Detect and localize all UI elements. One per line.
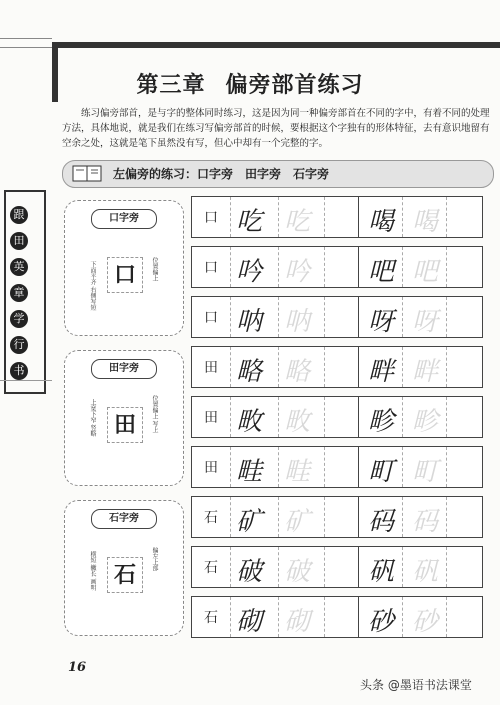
practice-ghost-char: 畔 xyxy=(412,357,439,387)
practice-char: 畔 xyxy=(368,357,395,387)
chapter-name: 偏旁部首练习 xyxy=(225,72,364,98)
section-label: 左偏旁的练习：口字旁 田字旁 石字旁 xyxy=(113,167,330,181)
chapter-title xyxy=(0,68,500,99)
practice-ghost-char: 砂 xyxy=(412,607,439,637)
radical-name: 石字旁 xyxy=(91,509,157,529)
side-tab-char: 英 xyxy=(10,258,28,276)
radical-card xyxy=(64,200,184,336)
header-ornament xyxy=(0,38,52,48)
practice-ghost-char: 吟 xyxy=(284,257,311,287)
practice-row xyxy=(191,396,483,438)
practice-char: 破 xyxy=(236,557,263,587)
practice-char: 畦 xyxy=(236,457,263,487)
practice-ghost-char: 矾 xyxy=(412,557,439,587)
side-tab-char: 书 xyxy=(10,362,28,380)
radical-card xyxy=(64,500,184,636)
radical-name: 口字旁 xyxy=(91,209,157,229)
practice-ghost-char: 畋 xyxy=(284,407,311,437)
practice-radical: 石 xyxy=(204,610,218,626)
radical-name: 田字旁 xyxy=(91,359,157,379)
practice-ghost-char: 砌 xyxy=(284,607,311,637)
book-icon xyxy=(71,163,105,183)
practice-ghost-char: 畛 xyxy=(412,407,439,437)
radical-note-right: 位置偏上 xyxy=(151,257,158,281)
practice-row xyxy=(191,496,483,538)
practice-radical: 石 xyxy=(204,510,218,526)
practice-char: 呀 xyxy=(368,307,395,337)
practice-row xyxy=(191,446,483,488)
practice-char: 砂 xyxy=(368,607,395,637)
radical-note-right: 位置偏上 写上 xyxy=(151,395,158,433)
practice-ghost-char: 呀 xyxy=(412,307,439,337)
practice-char: 畋 xyxy=(236,407,263,437)
practice-char: 呐 xyxy=(236,307,263,337)
practice-radical: 口 xyxy=(204,310,218,326)
practice-row xyxy=(191,546,483,588)
page-number: 16 xyxy=(68,660,87,675)
practice-char: 吃 xyxy=(236,207,263,237)
practice-row xyxy=(191,246,483,288)
practice-char: 畛 xyxy=(368,407,395,437)
side-tab-char: 章 xyxy=(10,284,28,302)
practice-ghost-char: 町 xyxy=(412,457,439,487)
practice-row xyxy=(191,196,483,238)
side-tab-char: 行 xyxy=(10,336,28,354)
side-ornament xyxy=(0,380,52,387)
page-frame-top xyxy=(52,42,500,48)
radical-card xyxy=(64,350,184,486)
radical-glyph: 口 xyxy=(107,257,143,293)
radical-glyph: 石 xyxy=(107,557,143,593)
radical-note-left: 下面平齐 右侧写短 xyxy=(89,261,96,311)
practice-ghost-char: 矿 xyxy=(284,507,311,537)
practice-row xyxy=(191,296,483,338)
practice-radical: 口 xyxy=(204,260,218,276)
practice-char: 吧 xyxy=(368,257,395,287)
practice-ghost-char: 喝 xyxy=(412,207,439,237)
chapter-number: 第三章 xyxy=(136,72,206,98)
practice-grid xyxy=(191,196,481,636)
practice-char: 码 xyxy=(368,507,395,537)
practice-radical: 田 xyxy=(204,410,218,426)
side-tab-char: 跟 xyxy=(10,206,28,224)
practice-char: 矿 xyxy=(236,507,263,537)
practice-ghost-char: 畦 xyxy=(284,457,311,487)
watermark: 头条 @墨语书法课堂 xyxy=(360,678,472,692)
radical-glyph: 田 xyxy=(107,407,143,443)
practice-ghost-char: 吃 xyxy=(284,207,311,237)
intro-paragraph: 练习偏旁部首，是与字的整体同时练习，这是因为同一种偏旁部首在不同的字中，有着不同的处理方法，具体地说，就是我们在练习写偏旁部首的时候，要根据这个字独有的形体特征，去有意识地留有空余之处，这就是笔下虽然没有写，但心中却有一个完整的字。 xyxy=(62,108,490,149)
radical-note-left: 横短 撇长 画明 xyxy=(89,551,96,591)
practice-radical: 田 xyxy=(204,360,218,376)
practice-radical: 石 xyxy=(204,560,218,576)
radical-note-right: 偏左上部 xyxy=(151,547,158,571)
practice-radical: 口 xyxy=(204,210,218,226)
practice-char: 矾 xyxy=(368,557,395,587)
section-header xyxy=(62,160,494,188)
side-tab-char: 田 xyxy=(10,232,28,250)
practice-char: 喝 xyxy=(368,207,395,237)
practice-row xyxy=(191,596,483,638)
practice-char: 吟 xyxy=(236,257,263,287)
radical-note-left: 上宽下窄 竖略 xyxy=(89,399,96,437)
practice-ghost-char: 吧 xyxy=(412,257,439,287)
practice-ghost-char: 码 xyxy=(412,507,439,537)
practice-ghost-char: 破 xyxy=(284,557,311,587)
practice-char: 略 xyxy=(236,357,263,387)
practice-row xyxy=(191,346,483,388)
practice-char: 砌 xyxy=(236,607,263,637)
practice-ghost-char: 略 xyxy=(284,357,311,387)
practice-radical: 田 xyxy=(204,460,218,476)
practice-char: 町 xyxy=(368,457,395,487)
practice-ghost-char: 呐 xyxy=(284,307,311,337)
side-tab-char: 学 xyxy=(10,310,28,328)
